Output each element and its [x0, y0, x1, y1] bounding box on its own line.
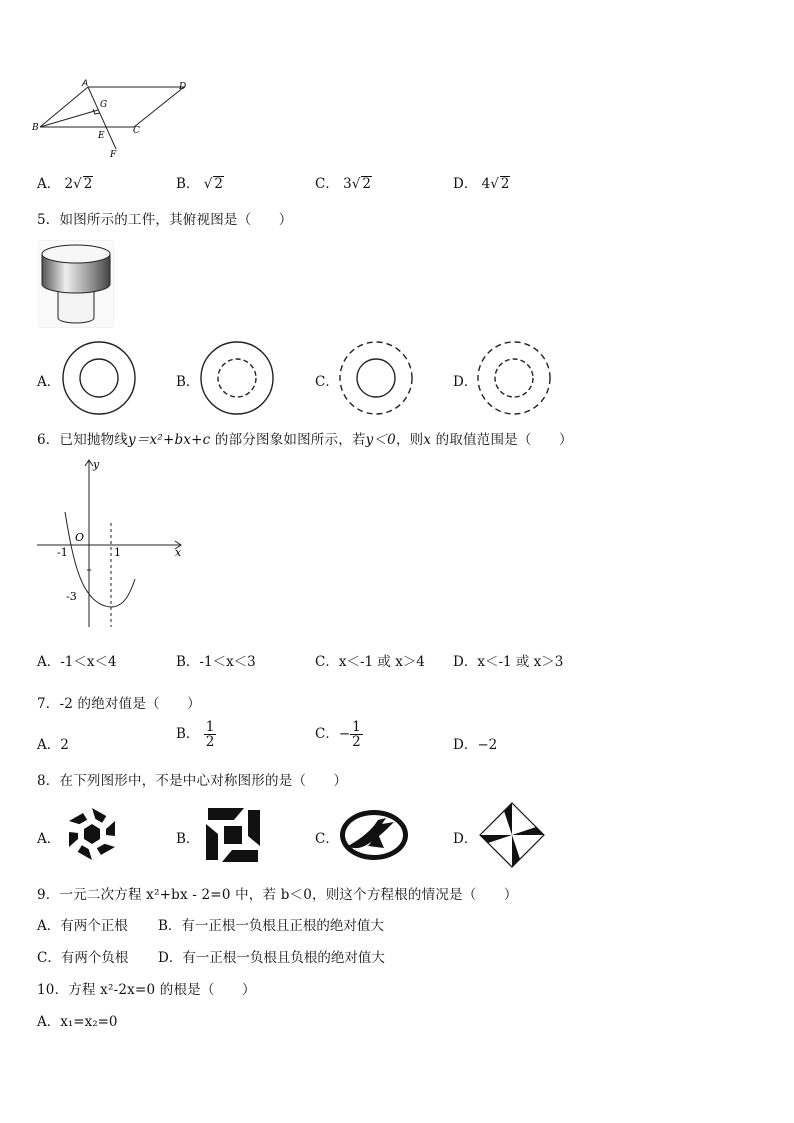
y-axis-label: y: [93, 458, 100, 471]
label-e: E: [98, 131, 105, 141]
hexagon-spiral-icon[interactable]: [66, 807, 118, 861]
q5-option-b-label[interactable]: B．: [176, 374, 200, 390]
workpiece-figure: [38, 240, 114, 328]
q5-option-c-figure[interactable]: [337, 340, 415, 418]
q10-stem: 10．方程 x²-2x=0 的根是（ ）: [37, 982, 256, 998]
q8-option-b-label[interactable]: B．: [176, 831, 200, 847]
q6-stem: 6．已知抛物线y＝x²+bx+c 的部分图象如图所示，若y＜0，则x 的取值范围是（ ）: [37, 432, 573, 448]
q7-option-b[interactable]: B． $\frac{1}{2}$: [176, 719, 215, 750]
q7-option-d[interactable]: D．−2: [453, 737, 498, 753]
label-f: F: [110, 150, 117, 158]
q5-option-a-figure[interactable]: [60, 340, 138, 418]
q4-option-a[interactable]: A． 2√ 2: [37, 176, 93, 192]
q9-option-d[interactable]: D．有一正根一负根且负根的绝对值大: [158, 950, 385, 966]
q9-stem: 9．一元二次方程 x²+bx - 2=0 中，若 b＜0，则这个方程根的情况是（ ）: [37, 887, 518, 903]
q8-option-c-label[interactable]: C．: [315, 831, 339, 847]
q9-option-a[interactable]: A．有两个正根: [37, 918, 128, 934]
oval-logo-icon[interactable]: [338, 808, 410, 862]
q9-option-c[interactable]: C．有两个负根: [37, 950, 129, 966]
q7-option-c[interactable]: C．− $\frac{1}{2}$: [315, 719, 361, 750]
q5-stem: 5．如图所示的工件，其俯视图是（ ）: [37, 212, 293, 228]
q5-option-c-label[interactable]: C．: [315, 374, 339, 390]
q7-option-a[interactable]: A．2: [37, 737, 69, 753]
x-axis-label: x: [175, 546, 182, 559]
q5-option-d-label[interactable]: D．: [453, 374, 478, 390]
label-g: G: [100, 100, 108, 110]
label-b: B: [32, 123, 39, 133]
q8-option-d-label[interactable]: D．: [453, 831, 478, 847]
q6-option-d[interactable]: D．x＜-1 或 x＞3: [453, 654, 564, 670]
q6-option-c[interactable]: C．x＜-1 或 x＞4: [315, 654, 425, 670]
diamond-pinwheel-icon[interactable]: [478, 801, 546, 869]
q5-option-b-figure[interactable]: [198, 340, 276, 418]
q5-option-a-label[interactable]: A．: [37, 374, 61, 390]
tick-label-1: 1: [114, 546, 121, 559]
parallelogram-figure: [30, 76, 200, 158]
q8-option-a-label[interactable]: A．: [37, 831, 61, 847]
q6-option-a[interactable]: A．-1＜x＜4: [37, 654, 117, 670]
parabola-graph: [35, 455, 195, 635]
label-d: D: [179, 82, 187, 92]
fraction-neg-one-half: $\frac{1}{2}$: [352, 719, 361, 750]
q8-stem: 8．在下列图形中，不是中心对称图形的是（ ）: [37, 773, 348, 789]
q5-option-d-figure[interactable]: [475, 340, 553, 418]
q4-option-d[interactable]: D． 4√ 2: [453, 176, 510, 192]
q7-stem: 7．-2 的绝对值是（ ）: [37, 696, 201, 712]
q9-option-b[interactable]: B．有一正根一负根且正根的绝对值大: [158, 918, 384, 934]
q10-option-a[interactable]: A．x₁=x₂=0: [37, 1014, 118, 1030]
q4-option-c[interactable]: C． 3√ 2: [315, 176, 371, 192]
tick-label-neg3: -3: [66, 590, 77, 603]
label-c: C: [133, 126, 140, 136]
q6-option-b[interactable]: B．-1＜x＜3: [176, 654, 256, 670]
pinwheel-squares-icon[interactable]: [204, 806, 262, 864]
origin-label: O: [75, 531, 85, 544]
tick-label-neg1: -1: [57, 546, 68, 559]
q4-option-b[interactable]: B． √ 2: [176, 176, 223, 192]
label-a: A: [82, 78, 89, 88]
fraction-one-half: $\frac{1}{2}$: [205, 719, 215, 750]
